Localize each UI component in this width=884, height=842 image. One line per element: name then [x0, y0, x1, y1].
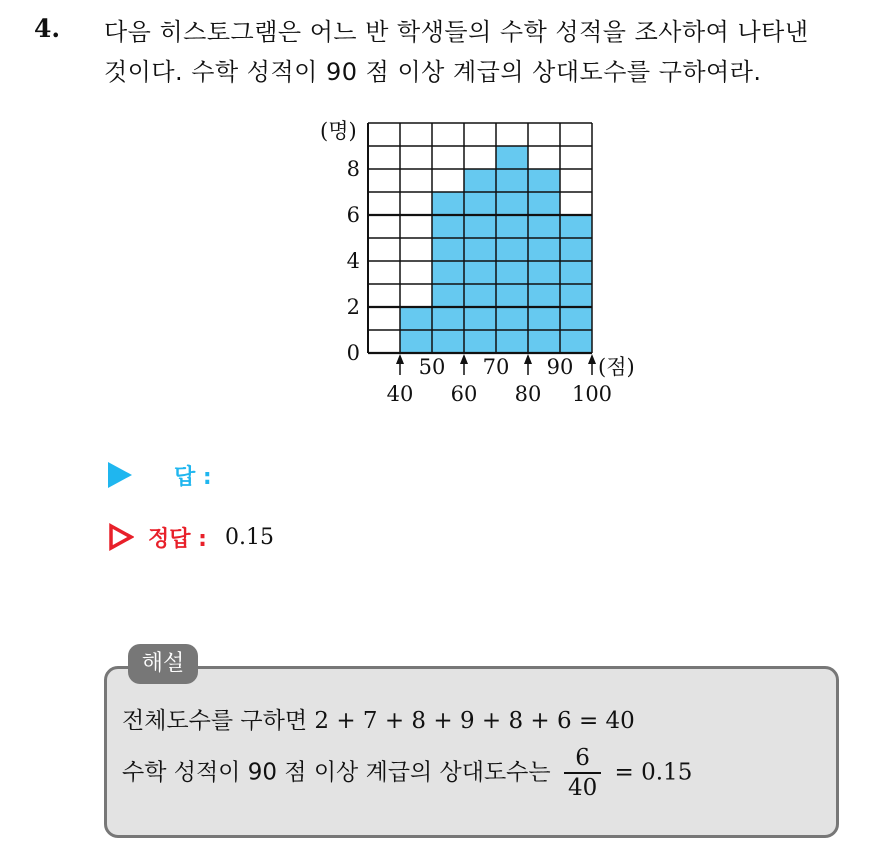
- x-tick-arrow-head: [460, 354, 468, 364]
- y-tick-label: 8: [346, 157, 360, 181]
- x-tick-label: 60: [450, 382, 478, 406]
- play-triangle-icon: [108, 462, 132, 488]
- y-axis-label: (명): [320, 119, 357, 143]
- y-tick-label: 6: [346, 203, 360, 227]
- correct-answer-value: 0.15: [224, 524, 274, 550]
- solution-tab: 해설: [128, 644, 198, 684]
- outline-triangle-icon: [108, 523, 134, 551]
- solution-fraction: [564, 744, 601, 802]
- solution-line-2: [122, 744, 692, 802]
- x-tick-label: 70: [482, 355, 510, 379]
- solution-line-1-text: 전체도수를 구하면: [122, 708, 308, 734]
- x-tick-arrow-head: [588, 354, 596, 364]
- question-text: [104, 12, 864, 92]
- solution-line-1-expression: 2 + 7 + 8 + 9 + 8 + 6 = 40: [314, 708, 635, 734]
- fraction-denominator: 40: [564, 772, 601, 802]
- x-axis-label: (점): [598, 355, 635, 379]
- x-tick-label: 50: [418, 355, 446, 379]
- histogram-chart: [300, 108, 660, 408]
- x-tick-label: 90: [546, 355, 574, 379]
- correct-answer-label: 정답 :: [148, 526, 207, 552]
- x-tick-label: 100: [571, 382, 613, 406]
- y-tick-label: 2: [346, 295, 360, 319]
- correct-answer-row: [108, 520, 274, 554]
- fraction-numerator: 6: [575, 745, 590, 771]
- solution-line-2-result: = 0.15: [614, 759, 693, 786]
- solution-line-2-text: 수학 성적이 90 점 이상 계급의 상대도수는: [122, 759, 551, 786]
- x-tick-arrow-head: [396, 354, 404, 364]
- solution-line-1: [122, 702, 635, 735]
- answer-label: 답 :: [174, 464, 212, 490]
- answer-row: [108, 458, 212, 492]
- x-tick-label: 40: [386, 382, 414, 406]
- question-line-1: 다음 히스토그램은 어느 반 학생들의 수학 성적을 조사하여 나타낸: [104, 18, 809, 46]
- x-tick-label: 80: [514, 382, 542, 406]
- question-number: 4.: [34, 14, 61, 43]
- y-tick-label: 4: [346, 249, 360, 273]
- histogram-bar-50-60: [432, 192, 464, 353]
- histogram-bar-70-80: [496, 146, 528, 353]
- question-line-2: 것이다. 수학 성적이 90 점 이상 계급의 상대도수를 구하여라.: [104, 58, 762, 86]
- x-tick-arrow-head: [524, 354, 532, 364]
- y-tick-label: 0: [346, 341, 360, 365]
